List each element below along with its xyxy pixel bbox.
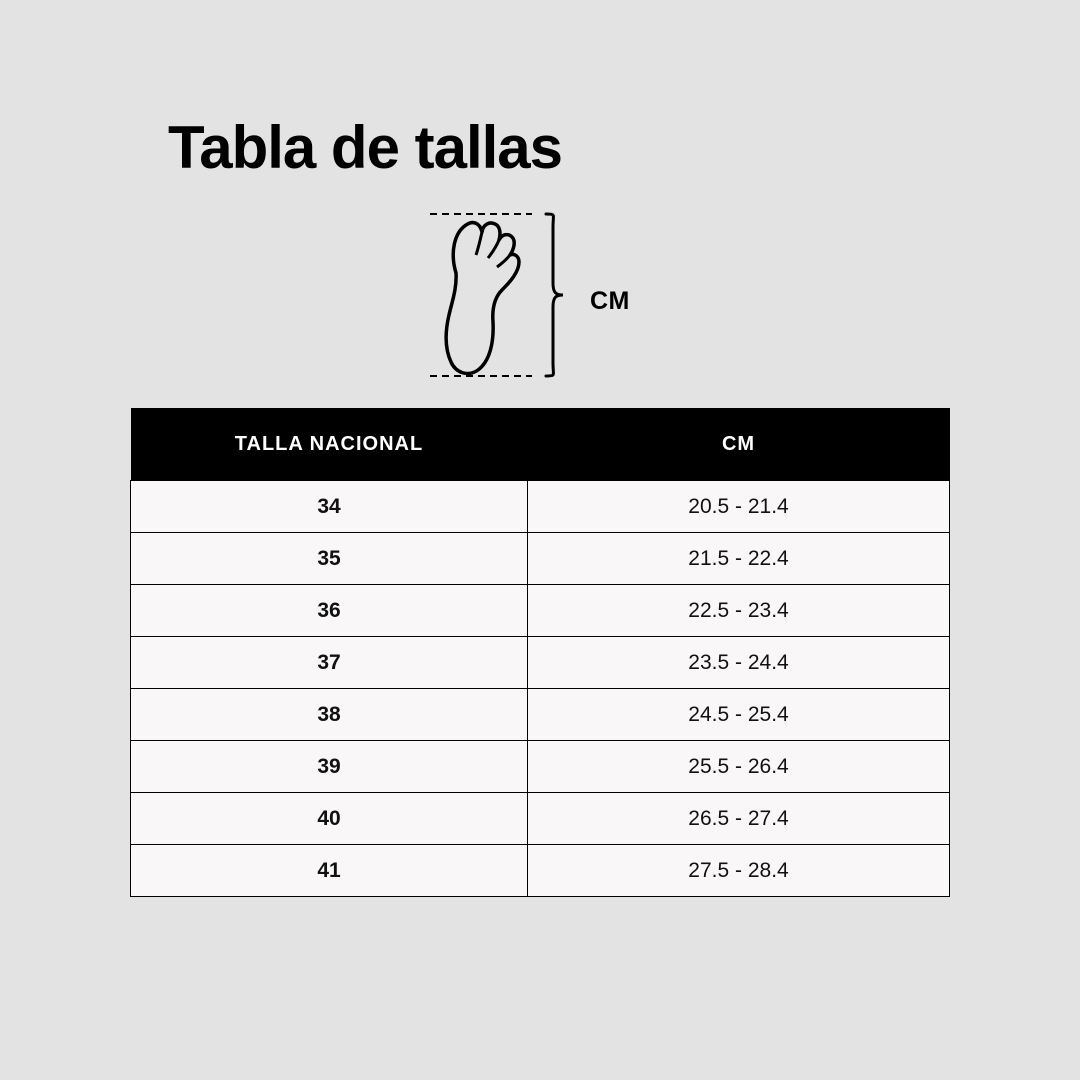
size-table-container xyxy=(130,408,950,897)
foot-sole-icon xyxy=(420,205,680,395)
cell-talla: 34 xyxy=(131,481,528,533)
cell-cm: 23.5 - 24.4 xyxy=(528,637,950,689)
cm-measure-label: CM xyxy=(590,287,630,315)
table-header-row xyxy=(131,408,950,481)
cell-talla: 37 xyxy=(131,637,528,689)
page-title: Tabla de tallas xyxy=(168,114,563,181)
table-row xyxy=(131,637,950,689)
table-row xyxy=(131,533,950,585)
cell-cm: 20.5 - 21.4 xyxy=(528,481,950,533)
table-header xyxy=(131,408,950,481)
cell-cm: 26.5 - 27.4 xyxy=(528,793,950,845)
column-header-cm: CM xyxy=(528,408,950,481)
cell-cm: 22.5 - 23.4 xyxy=(528,585,950,637)
table-row xyxy=(131,741,950,793)
foot-measurement-diagram xyxy=(420,205,680,395)
cell-cm: 25.5 - 26.4 xyxy=(528,741,950,793)
table-row xyxy=(131,845,950,897)
cell-cm: 21.5 - 22.4 xyxy=(528,533,950,585)
cell-talla: 38 xyxy=(131,689,528,741)
cell-talla: 41 xyxy=(131,845,528,897)
column-header-talla-nacional: TALLA NACIONAL xyxy=(131,408,528,481)
table-row xyxy=(131,585,950,637)
table-row xyxy=(131,793,950,845)
cell-cm: 27.5 - 28.4 xyxy=(528,845,950,897)
table-row xyxy=(131,481,950,533)
size-table xyxy=(130,408,950,897)
cell-talla: 35 xyxy=(131,533,528,585)
cell-talla: 39 xyxy=(131,741,528,793)
table-body xyxy=(131,481,950,897)
cell-talla: 36 xyxy=(131,585,528,637)
cell-cm: 24.5 - 25.4 xyxy=(528,689,950,741)
table-row xyxy=(131,689,950,741)
cell-talla: 40 xyxy=(131,793,528,845)
